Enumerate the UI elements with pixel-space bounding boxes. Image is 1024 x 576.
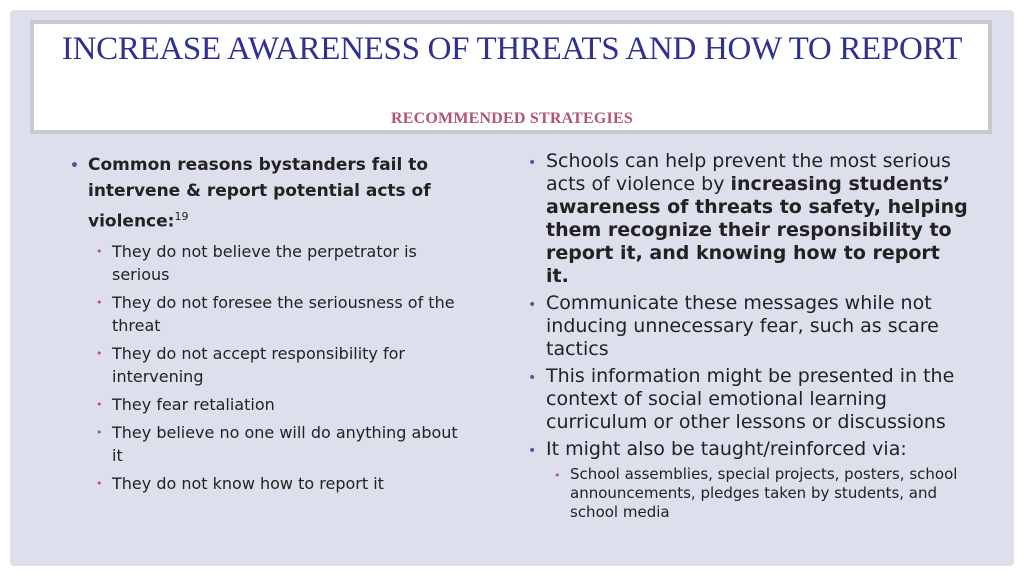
reference-number: 19 bbox=[174, 210, 189, 223]
left-column bbox=[70, 152, 470, 495]
strategy-emphasis: increasing students’ awareness of threats to safety, helping them recognize their responsibility to report it, and knowing how to report it. bbox=[546, 173, 968, 287]
slide-subtitle: RECOMMENDED STRATEGIES bbox=[391, 110, 633, 127]
reason-item: • They do not believe the perpetrator is serious bbox=[88, 240, 470, 286]
reason-item: • They do not know how to report it bbox=[88, 472, 470, 495]
bystander-reasons-item bbox=[70, 152, 470, 495]
reason-item: • They do not accept responsibility for intervening bbox=[88, 342, 470, 388]
reason-item: • They believe no one will do anything about it bbox=[88, 421, 470, 467]
right-column bbox=[528, 150, 968, 526]
slide-title: INCREASE AWARENESS OF THREATS AND HOW TO REPORT bbox=[61, 31, 963, 67]
strategy-intro: Schools can help prevent the most serious acts of violence by bbox=[546, 150, 951, 195]
strategy-item: • This information might be presented in the context of social emotional learning curriculum or other lessons or discussions bbox=[528, 365, 968, 434]
strategy-subitem: • School assemblies, special projects, posters, school announcements, pledges taken by students, and school media bbox=[546, 465, 968, 522]
reason-item: • They fear retaliation bbox=[88, 393, 470, 416]
bystander-reasons-heading: Common reasons bystanders fail to intervene & report potential acts of violence: bbox=[88, 155, 431, 232]
strategy-item bbox=[528, 438, 968, 522]
strategy-item bbox=[528, 150, 968, 288]
strategy-item: • Communicate these messages while not inducing unnecessary fear, such as scare tactics bbox=[528, 292, 968, 361]
reason-item: • They do not foresee the seriousness of the threat bbox=[88, 291, 470, 337]
strategy-text: It might also be taught/reinforced via: bbox=[546, 438, 907, 460]
